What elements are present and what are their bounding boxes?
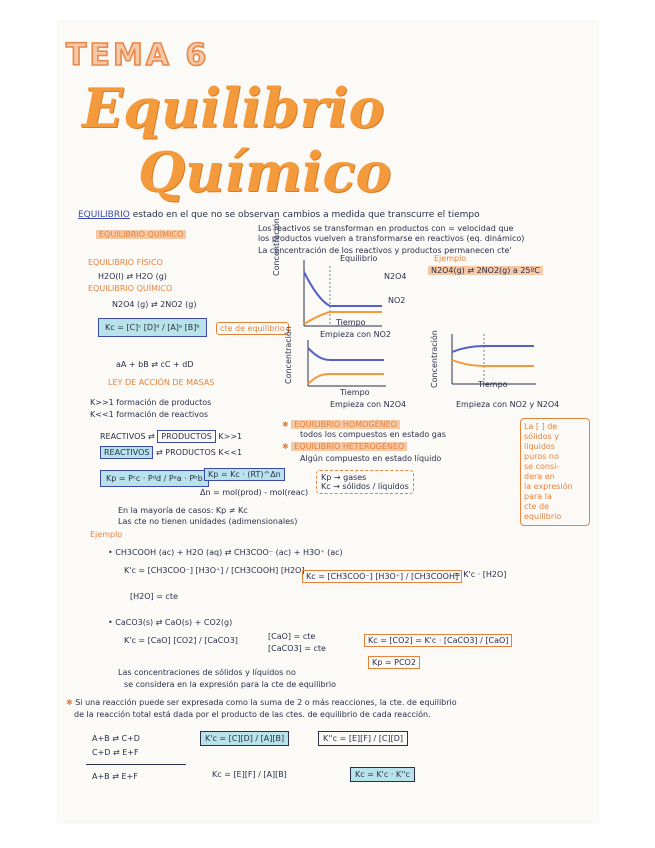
example-label-top: Ejemplo <box>434 254 467 263</box>
kp-kc-relation: Kp = Kc · (RT)^Δn <box>204 468 285 481</box>
kp-gases: Kp → gases <box>321 473 367 482</box>
equilibrio-quimico-highlight: EQUILIBRIO QUÍMICO <box>96 230 186 239</box>
k1-formula: K'c = [C][D] / [A][B] <box>200 731 289 746</box>
k-small-line: K<<1 formación de reactivos <box>90 410 209 419</box>
example2-eq2: • CaCO3(s) ⇄ CaO(s) + CO2(g) <box>108 618 233 627</box>
row1-productos-box: PRODUCTOS <box>157 430 216 443</box>
kc-formula: Kc = [C]ᶜ [D]ᵈ / [A]ᵃ [B]ᵇ <box>98 318 207 337</box>
title-line-2: Químico <box>138 140 392 204</box>
example2-caco3-cte: [CaCO3] = cte <box>268 644 326 653</box>
example2-kc-rel: = K'c · [H2O] <box>454 570 507 579</box>
example2-h2o-cte: [H2O] = cte <box>130 592 178 601</box>
kp-note-2: Las cte no tienen unidades (adimensionales) <box>118 517 298 526</box>
kc-solidos: Kc → sólidos / líquidos <box>321 482 409 491</box>
graph1-title: Equilibrio <box>340 254 378 263</box>
equilibrio-term: EQUILIBRIO <box>78 210 130 220</box>
graph3-ylabel: Concentración <box>430 330 439 388</box>
example-top-equation: N2O4(g) ⇄ 2NO2(g) a 25ºC <box>428 266 543 275</box>
example2-kc2: Kc = [CO2] = K'c · [CaCO3] / [CaO] <box>364 634 512 647</box>
reaction-2: C+D ⇄ E+F <box>92 748 139 757</box>
graph2-caption: Empieza con N2O4 <box>330 400 407 409</box>
homogeneo-desc: todos los compuestos en estado gas <box>300 430 446 439</box>
graph2-xlabel: Tiempo <box>340 388 370 397</box>
dynamic-line-1: Los reactivos se transforman en productos con = velocidad que <box>258 224 514 233</box>
equilibrio-definition: estado en el que no se observan cambios a medida que transcurre el tiempo <box>132 210 480 220</box>
kc-final: Kc = K'c · K''c <box>350 767 415 782</box>
fisico-equation: H2O(l) ⇄ H2O (g) <box>98 272 167 281</box>
heterogeneo-desc: Algún compuesto en estado líquido <box>300 454 442 463</box>
kp-note-1: En la mayoría de casos: Kp ≠ Kc <box>118 506 248 515</box>
k-large-line: K>>1 formación de productos <box>90 398 212 407</box>
graph2-ylabel: Concentración <box>284 326 293 384</box>
reaction-total: A+B ⇄ E+F <box>92 772 138 781</box>
example2-cao-cte: [CaO] = cte <box>268 632 316 641</box>
graph-n2o4 <box>296 336 396 396</box>
k3-formula: Kc = [E][F] / [A][B] <box>212 770 287 779</box>
quimico-equation: N2O4 (g) ⇄ 2NO2 (g) <box>112 300 197 309</box>
example2-kc-prime2: K'c = [CaO] [CO2] / [CaCO3] <box>124 636 238 645</box>
row2-productos: PRODUCTOS <box>165 448 216 457</box>
graph3-xlabel: Tiempo <box>478 380 508 389</box>
row1-reactivos: REACTIVOS <box>100 432 146 441</box>
delta-n: Δn = mol(prod) - mol(reac) <box>200 488 309 497</box>
conc-note-2: se considera en la expresión para la cte de equilibrio <box>124 680 336 689</box>
tema-heading: TEMA 6 <box>66 38 210 73</box>
example2-kc: Kc = [CH3COO⁻] [H3O⁺] / [CH3COOH] <box>302 570 462 583</box>
dynamic-line-3: La concentración de los reactivos y productos permanecen cte' <box>258 246 512 255</box>
kp-kc-usage <box>316 470 414 494</box>
heterogeneo-title: EQUILIBRIO HETEROGÉNEO <box>291 442 407 451</box>
kc-note: cte de equilibrio <box>216 322 289 335</box>
conc-note-1: Las concentraciones de sólidos y líquidos no <box>118 668 296 677</box>
row2-reactivos-box: REACTIVOS <box>100 446 153 459</box>
law-mass-action: LEY DE ACCIÓN DE MASAS <box>108 378 215 387</box>
row2-k: K<<1 <box>218 448 243 457</box>
graph1-series-top: N2O4 <box>384 272 407 281</box>
sum-rule-line2: de la reacción total está dada por el producto de las ctes. de equilibrio de cada reacción. <box>74 710 431 719</box>
example2-eq1: • CH3COOH (ac) + H2O (aq) ⇄ CH3COO⁻ (ac) + H3O⁺ (ac) <box>108 548 343 557</box>
example2-label: Ejemplo <box>90 530 123 539</box>
graph1-caption: Empieza con NO2 <box>320 330 391 339</box>
example2-kp2: Kp = PCO2 <box>368 656 420 669</box>
sum-divider <box>86 764 186 765</box>
graph1-ylabel: Concentración <box>272 218 281 276</box>
graph1-xlabel: Tiempo <box>336 318 366 327</box>
k2-formula: K''c = [E][F] / [C][D] <box>318 731 408 746</box>
sum-rule-line1: Si una reacción puede ser expresada como la suma de 2 o más reacciones, la cte. de equilibrio <box>75 698 457 707</box>
title-line-1: Equilibrio <box>82 76 385 140</box>
kp-formula: Kp = Pᶜc · Pᵈd / Pᵃa · Pᵇb <box>100 470 209 487</box>
quimico-title: EQUILIBRIO QUÍMICO <box>88 284 173 293</box>
kc-reaction: aA + bB ⇄ cC + dD <box>116 360 194 369</box>
dynamic-line-2: los productos vuelven a transformarse en reactivos (eq. dinámico) <box>258 234 525 243</box>
homogeneo-title: EQUILIBRIO HOMOGÉNEO <box>291 420 400 429</box>
fisico-title: EQUILIBRIO FÍSICO <box>88 258 163 267</box>
reaction-1: A+B ⇄ C+D <box>92 734 140 743</box>
graph1-series-bottom: NO2 <box>388 296 406 305</box>
side-note: La [ ] de sólidos y líquidos puros no se consi- dera en la expresión para la cte de equilibrio <box>520 418 590 526</box>
example2-kc-prime: K'c = [CH3COO⁻] [H3O⁺] / [CH3COOH] [H2O] <box>124 566 305 575</box>
row1-k: K>>1 <box>218 432 243 441</box>
graph3-caption: Empieza con NO2 y N2O4 <box>456 400 560 409</box>
